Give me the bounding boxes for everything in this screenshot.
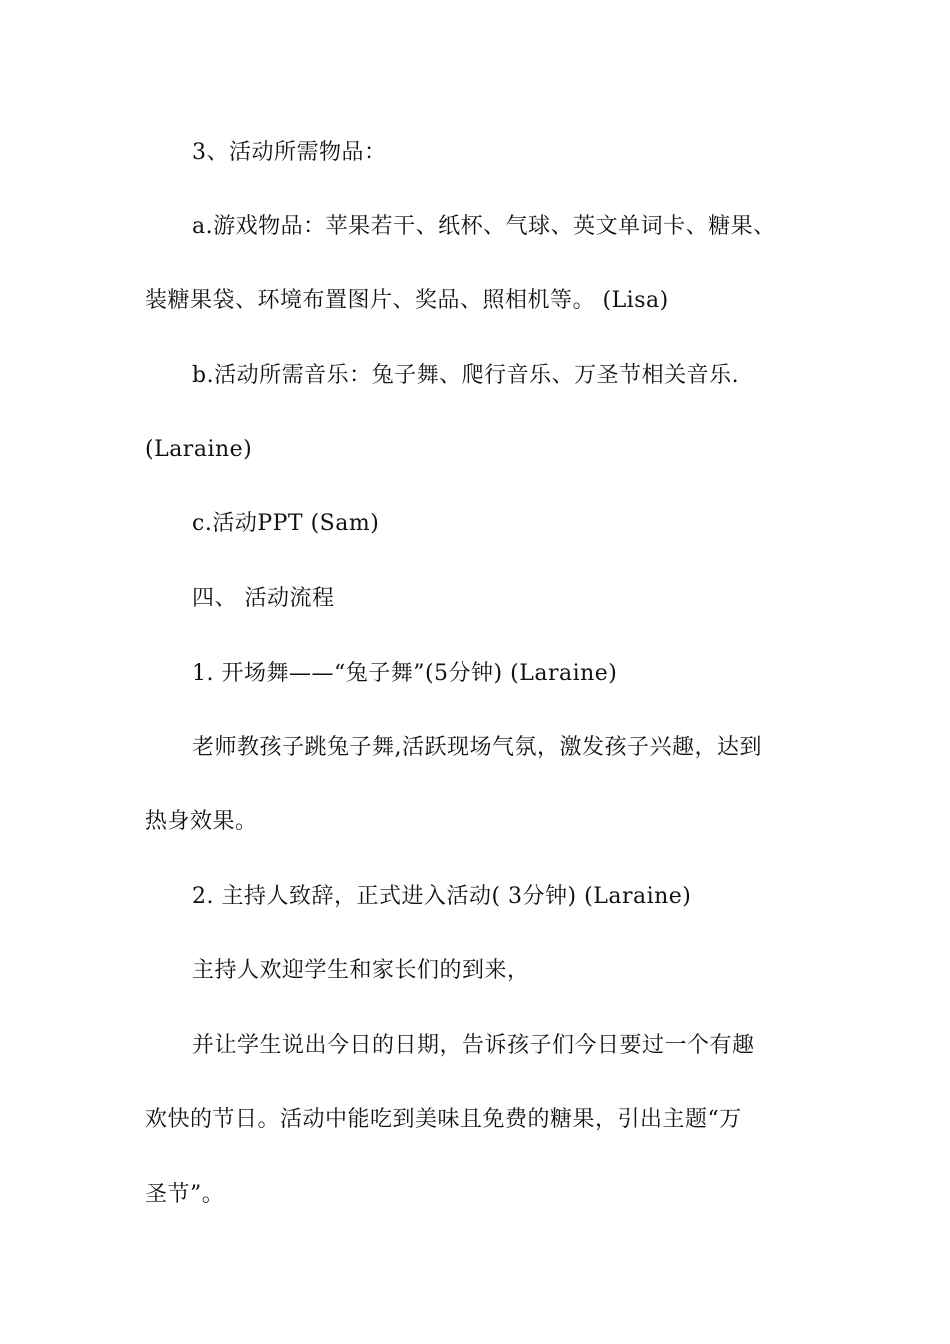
list-item-heading: 2. 主持人致辞，正式进入活动( 3分钟) (Laraine) xyxy=(192,884,692,909)
paragraph-line: a.游戏物品：苹果若干、纸杯、气球、英文单词卡、糖果、 xyxy=(192,214,776,239)
section-heading-process: 四、 活动流程 xyxy=(192,586,335,611)
list-item-heading: 1. 开场舞——“兔子舞”(5分钟) (Laraine) xyxy=(192,661,618,686)
paragraph-line: (Laraine) xyxy=(145,437,253,462)
section-heading-materials: 3、活动所需物品： xyxy=(192,140,387,165)
paragraph-line: 热身效果。 xyxy=(145,809,258,834)
paragraph-line: 并让学生说出今日的日期，告诉孩子们今日要过一个有趣 xyxy=(192,1033,755,1058)
paragraph-line: 主持人欢迎学生和家长们的到来， xyxy=(192,958,530,983)
paragraph-line: 老师教孩子跳兔子舞,活跃现场气氛，激发孩子兴趣，达到 xyxy=(192,735,762,760)
paragraph-line: c.活动PPT (Sam) xyxy=(192,511,380,536)
paragraph-line: 圣节”。 xyxy=(145,1182,225,1207)
paragraph-line: b.活动所需音乐：兔子舞、爬行音乐、万圣节相关音乐. xyxy=(192,363,740,388)
paragraph-line: 欢快的节日。活动中能吃到美味且免费的糖果，引出主题“万 xyxy=(145,1107,742,1132)
paragraph-line: 装糖果袋、环境布置图片、奖品、照相机等。 (Lisa) xyxy=(145,288,669,313)
